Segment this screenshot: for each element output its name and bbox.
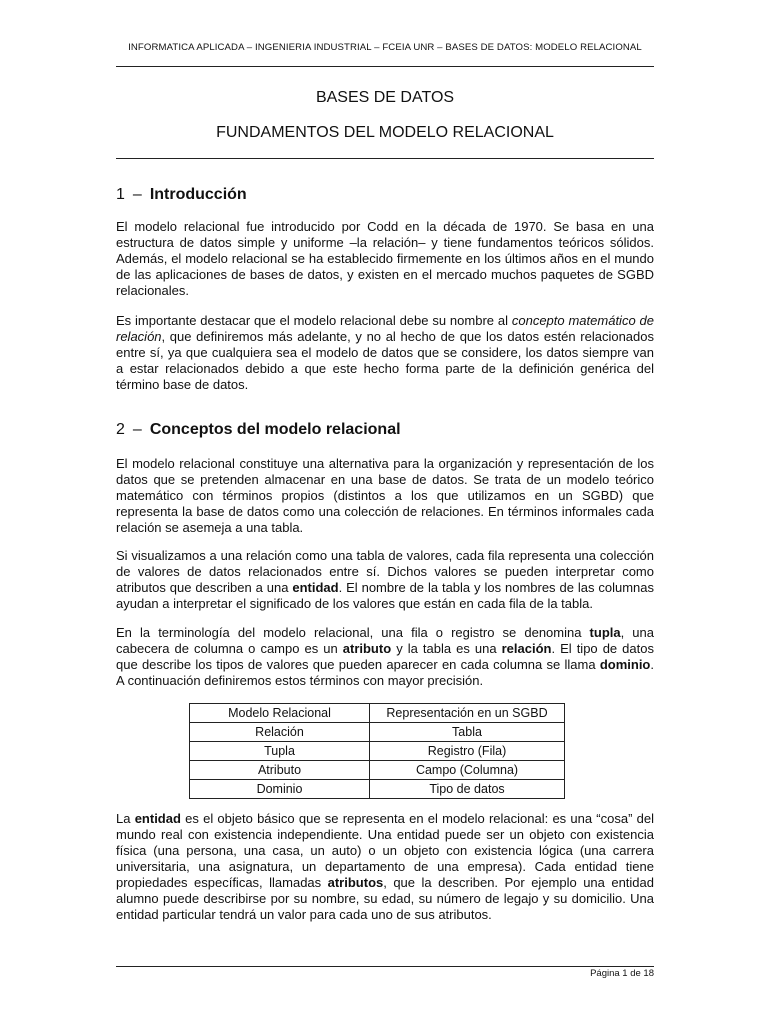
document-page [116, 0, 654, 1024]
page-number: Página 1 de 18 [590, 968, 654, 979]
table-cell: Tipo de datos [370, 780, 565, 799]
footer-rule [116, 966, 654, 967]
table-row [190, 761, 565, 780]
text-line: propiedades específicas, llamadas atributos, que la describen. Por ejemplo una entidad [116, 875, 654, 890]
text-line: matemático con términos propios (distintos a los que utilizamos en un SGBD) que [116, 488, 654, 503]
paragraph-concepts-2 [116, 548, 654, 612]
text-line: entidad particular tendrá un valor para cada uno de sus atributos. [116, 907, 492, 922]
table-header-cell: Representación en un SGBD [370, 704, 565, 723]
table-header-row [190, 704, 565, 723]
text-line: El modelo relacional constituye una alternativa para la organización y representación de los [116, 456, 654, 471]
text-line: que describe los tipos de valores que pueden aparecer en cada columna se llama dominio. [116, 657, 654, 672]
document-subtitle: FUNDAMENTOS DEL MODELO RELACIONAL [216, 124, 554, 141]
table-cell: Dominio [190, 780, 370, 799]
text-line: de las aplicaciones de bases de datos, y existen en el mercado muchos paquetes de SGBD [116, 267, 654, 282]
text-line: a estar relacionados debido a que este hecho forma parte de la definición genérica del [116, 361, 654, 376]
text-line: El modelo relacional fue introducido por Codd en la década de 1970. Se basa en una [116, 219, 654, 234]
section-title: Introducción [149, 186, 247, 203]
text-line: mundo real con existencia independiente. Una entidad puede ser un objeto con existencia [116, 827, 654, 842]
title-rule [116, 158, 654, 159]
text-line: relación, que definiremos más adelante, y no al hecho de que los datos estén relacionados [116, 329, 654, 344]
table-cell: Campo (Columna) [370, 761, 565, 780]
text-line: universitaria, una asignatura, un departamento de una empresa). Cada entidad tiene [116, 859, 654, 874]
document-title: BASES DE DATOS [315, 89, 455, 106]
term-bold: relación [501, 641, 552, 656]
paragraph-concepts-3 [116, 625, 654, 689]
term-bold: entidad [292, 580, 339, 595]
term-bold: dominio [599, 657, 651, 672]
term-bold: atributo [342, 641, 392, 656]
emphasis-text: concepto matemático de [511, 313, 654, 328]
text-line: Además, el modelo relacional se ha establecido firmemente en los últimos años en el mundo [116, 251, 654, 266]
term-bold: entidad [134, 811, 181, 826]
header-rule [116, 66, 654, 67]
section-number: 2 [116, 421, 125, 438]
text-line: de valores de datos relacionados entre sí. Dichos valores se pueden interpretar como [116, 564, 654, 579]
table-row [190, 723, 565, 742]
paragraph-intro-2 [116, 313, 654, 393]
section-number: 1 [116, 186, 125, 203]
table-cell: Tabla [370, 723, 565, 742]
text-line: estructura de datos simple y uniforme –la relación– y tiene fundamentos teóricos sólidos. [116, 235, 654, 250]
section-dash: – [132, 186, 142, 203]
text-line: La entidad es el objeto básico que se representa en el modelo relacional: es una “cosa” del [116, 811, 654, 826]
text-line: cabecera de columna o campo es un atributo y la tabla es una relación. El tipo de datos [116, 641, 654, 656]
table-row [190, 742, 565, 761]
text-line: física (una persona, una casa, un auto) o un objeto con existencia lógica (una carrera [116, 843, 654, 858]
text-line: En la terminología del modelo relacional, una fila o registro se denomina tupla, una [116, 625, 654, 640]
text-line: Es importante destacar que el modelo relacional debe su nombre al concepto matemático de [116, 313, 654, 328]
term-bold: atributos [327, 875, 384, 890]
terminology-table [189, 703, 565, 799]
text-line: datos que se pretenden almacenar en una base de datos. Se trata de un modelo teórico [116, 472, 654, 487]
text-line: término base de datos. [116, 377, 249, 392]
text-line: ayudan a interpretar el significado de los valores que están en cada fila de la tabla. [116, 596, 593, 611]
section-dash: – [132, 421, 142, 438]
table-cell: Tupla [190, 742, 370, 761]
paragraph-entity [116, 811, 654, 923]
text-line: Si visualizamos a una relación como una tabla de valores, cada fila representa una colección [116, 548, 654, 563]
text-line: A continuación definiremos estos términos con mayor precisión. [116, 673, 484, 688]
text-line: representa la base de datos como una colección de relaciones. En términos informales cada [116, 504, 654, 519]
section-heading-conceptos [116, 421, 401, 439]
table-cell: Relación [190, 723, 370, 742]
text-line: relación se asemeja a una tabla. [116, 520, 304, 535]
emphasis-text: relación [116, 329, 162, 344]
text-line: alumno puede describirse por su nombre, su edad, su número de legajo y su domicilio. Una [116, 891, 654, 906]
text-line: atributos que describen a una entidad. El nombre de la tabla y los nombres de las columnas [116, 580, 654, 595]
paragraph-intro-1 [116, 219, 654, 299]
paragraph-concepts-1 [116, 456, 654, 536]
section-heading-introduccion [116, 186, 247, 204]
text-line: entre sí, ya que cualquiera sea el modelo de datos que se considere, los datos siempre van [116, 345, 654, 360]
table-header-cell: Modelo Relacional [190, 704, 370, 723]
term-bold: tupla [589, 625, 621, 640]
running-header: INFORMATICA APLICADA – INGENIERIA INDUSTRIAL – FCEIA UNR – BASES DE DATOS: MODELO RELACIONAL [128, 42, 642, 53]
table-cell: Atributo [190, 761, 370, 780]
text-line: relacionales. [116, 283, 189, 298]
table-row [190, 780, 565, 799]
table-cell: Registro (Fila) [370, 742, 565, 761]
section-title: Conceptos del modelo relacional [149, 421, 401, 438]
